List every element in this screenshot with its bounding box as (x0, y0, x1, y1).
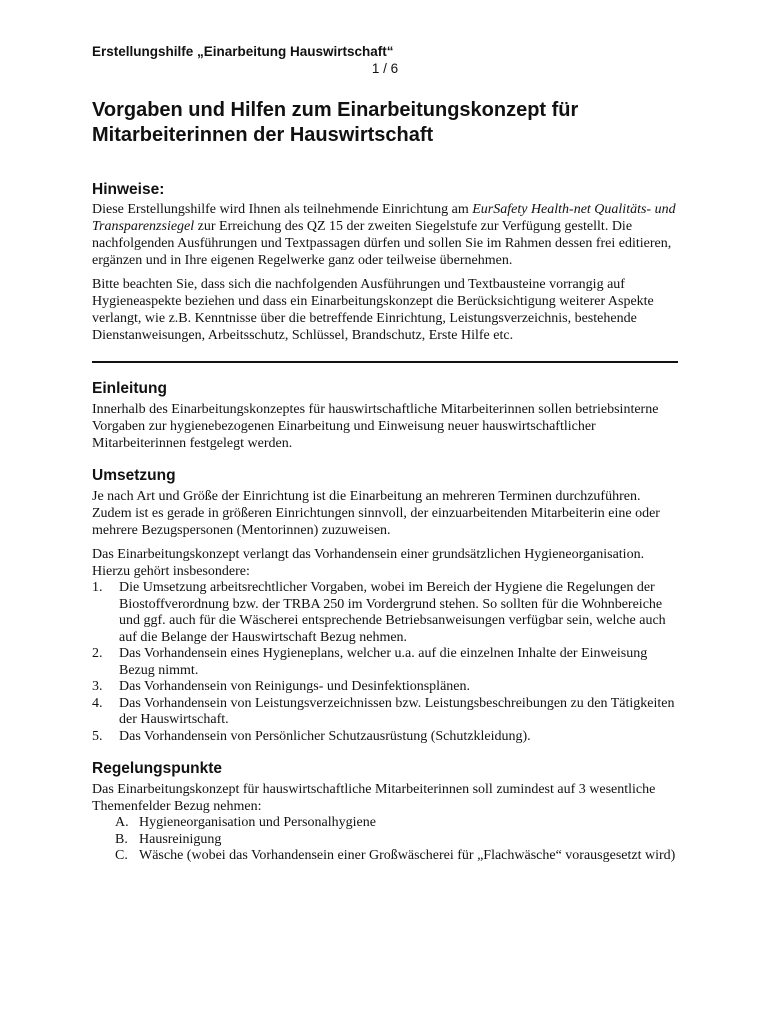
list-item (92, 696, 682, 729)
hinweise-paragraph-1 (92, 201, 682, 269)
document-title: Vorgaben und Hilfen zum Einarbeitungskonzept für Mitarbeiterinnen der Hauswirtschaft (92, 99, 579, 146)
list-number: 5. (92, 728, 103, 744)
list-item (92, 815, 682, 832)
hinweise-heading: Hinweise: (92, 181, 165, 198)
list-number: 2. (92, 646, 103, 661)
running-header-title: Erstellungshilfe „Einarbeitung Hauswirtschaft“ (92, 44, 394, 59)
list-text: Hygieneorganisation und Personalhygiene (139, 815, 376, 830)
list-letter: C. (115, 848, 128, 863)
umsetzung-heading: Umsetzung (92, 467, 176, 484)
umsetzung-paragraph-2: Das Einarbeitungskonzept verlangt das Vorhandensein einer grundsätzlichen Hygieneorganisation. Hierzu gehört insbesondere: (92, 547, 645, 579)
list-text: Das Vorhandensein eines Hygieneplans, welcher u.a. auf die einzelnen Inhalte der Einweisung Bezug nimmt. (119, 646, 648, 678)
list-letter: B. (115, 831, 128, 847)
list-text: Wäsche (wobei das Vorhandensein einer Großwäscherei für „Flachwäsche“ vorausgesetzt wird) (139, 848, 676, 863)
regelungspunkte-paragraph: Das Einarbeitungskonzept für hauswirtschaftliche Mitarbeiterinnen soll zumindest auf 3 wesentliche Themenfelder Bezug nehmen: (92, 782, 656, 814)
page-number (0, 61, 770, 76)
list-item (92, 679, 682, 696)
list-text: Hausreinigung (139, 831, 222, 847)
einleitung-paragraph: Innerhalb des Einarbeitungskonzeptes für hauswirtschaftliche Mitarbeiterinnen sollen betriebsinterne Vorgaben zur hygienebezogenen Einarbeitung und Einweisung neuer hauswirtschaftlicher Mitarbeiterinnen festgelegt werden. (92, 402, 659, 451)
list-letter: A. (115, 815, 129, 830)
list-text: Das Vorhandensein von Reinigungs- und Desinfektionsplänen. (119, 679, 470, 694)
regelungspunkte-list (92, 815, 682, 865)
hinweise-p1-post: zur Erreichung des QZ 15 der zweiten Siegelstufe zur Verfügung gestellt. Die nachfolgenden Ausführungen und Textpassagen dürfen und sollen Sie im Rahmen dessen frei editieren, ergänzen und in Ihre eigenen Regelwerke ganz oder teilweise übernehmen. (92, 219, 672, 268)
list-item (92, 580, 682, 646)
einleitung-heading: Einleitung (92, 380, 167, 397)
list-item (92, 729, 682, 746)
list-text: Das Vorhandensein von Leistungsverzeichnissen bzw. Leistungsbeschreibungen zu den Tätigkeiten der Hauswirtschaft. (119, 695, 675, 727)
page-number-text: 1 / 6 (371, 61, 399, 76)
list-number: 1. (92, 580, 103, 595)
list-number: 4. (92, 695, 103, 711)
hinweise-paragraph-2: Bitte beachten Sie, dass sich die nachfolgenden Ausführungen und Textbausteine vorrangig auf Hygieneaspekte beziehen und dass ein Einarbeitungskonzept die Berücksichtigung weiterer Aspekte verlangt, wie z.B. Kenntnisse über die betreffende Einrichtung, Leistungsverzeichnis, bestehende Dienstanweisungen, Arbeitsschutz, Schlüssel, Brandschutz, Erste Hilfe etc. (92, 277, 654, 343)
list-number: 3. (92, 679, 103, 694)
list-text: Das Vorhandensein von Persönlicher Schutzausrüstung (Schutzkleidung). (119, 728, 531, 744)
list-text: Die Umsetzung arbeitsrechtlicher Vorgaben, wobei im Bereich der Hygiene die Regelungen der Biostoffverordnung bzw. der TRBA 250 im Vordergrund stehen. So sollten für die Wohnbereiche und ggf. auch für die Wäscherei entsprechende Betriebsanweisungen verfügbar sein, welche auch auf die Belange der Hauswirtschaft Bezug nehmen. (119, 580, 666, 645)
umsetzung-paragraph-1: Je nach Art und Größe der Einrichtung ist die Einarbeitung an mehreren Terminen durchzuführen. Zudem ist es gerade in größeren Einrichtungen sinnvoll, der einzuarbeitenden Mitarbeiterin eine oder mehrere Bezugspersonen (Mentorinnen) zuzuweisen. (92, 489, 660, 538)
list-item (92, 832, 682, 849)
list-item (92, 646, 682, 679)
list-item (92, 848, 682, 865)
umsetzung-list (92, 580, 682, 745)
horizontal-rule (92, 361, 678, 363)
regelungspunkte-heading: Regelungspunkte (92, 760, 223, 777)
hinweise-p1-pre: Diese Erstellungshilfe wird Ihnen als teilnehmende Einrichtung am (92, 202, 473, 217)
document-body (92, 98, 682, 865)
hinweise-p1-italic: EurSafety Health-net Qualitäts- und Transparenzsiegel (92, 202, 676, 234)
